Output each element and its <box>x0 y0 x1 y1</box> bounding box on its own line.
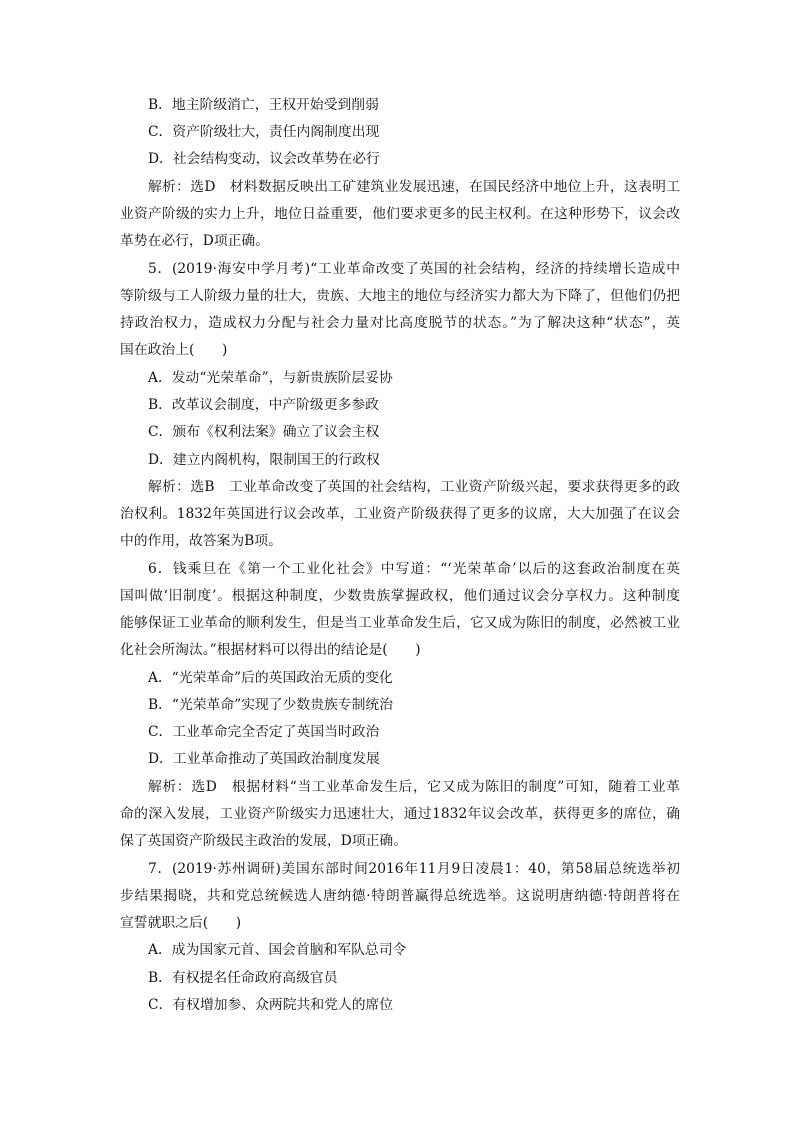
question-stem-line: 6．钱乘旦在《第一个工业化社会》中写道：“‘光荣革命’以后的这套政治制度在英 <box>148 561 680 577</box>
option-line: C．颁布《权利法案》确立了议会主权 <box>148 424 380 440</box>
question-stem-line: 国叫做‘旧制度’。根据这种制度，少数贵族掌握政权，他们通过议会分享权力。这种制度 <box>120 588 680 604</box>
option-line: A．“光荣革命”后的英国政治无质的变化 <box>148 670 393 686</box>
analysis-line: 业资产阶级的实力上升，地位日益重要，他们要求更多的民主权利。在这种形势下，议会改 <box>120 206 680 222</box>
option-line: D．工业革命推动了英国政治制度发展 <box>148 751 380 767</box>
analysis-line: 解析：选D 根据材料“当工业革命发生后，它又成为陈旧的制度”可知，随着工业革 <box>148 779 680 795</box>
question-stem-line: 化社会所淘汰。”根据材料可以得出的结论是( ) <box>120 642 421 658</box>
question-stem-line: 步结果揭晓，共和党总统候选人唐纳德·特朗普赢得总统选举。这说明唐纳德·特朗普将在 <box>120 888 680 904</box>
option-line: D．建立内阁机构，限制国王的行政权 <box>148 452 380 468</box>
option-line: B．地主阶级消亡，王权开始受到削弱 <box>148 97 379 113</box>
option-line: B．“光荣革命”实现了少数贵族专制统治 <box>148 697 393 713</box>
question-stem-line: 能够保证工业革命的顺利发生，但是当工业革命发生后，它又成为陈旧的制度，必然被工业 <box>120 615 680 631</box>
analysis-line: 命的深入发展，工业资产阶级实力迅速壮大，通过1832年议会改革，获得更多的席位，确 <box>120 806 680 822</box>
analysis-line: 解析：选D 材料数据反映出工矿建筑业发展迅速，在国民经济中地位上升，这表明工 <box>148 179 680 195</box>
question-stem-line: 等阶级与工人阶级力量的壮大，贵族、大地主的地位与经济实力都大为下降了，但他们仍把 <box>120 288 680 304</box>
analysis-line: 保了英国资产阶级民主政治的发展，D项正确。 <box>120 833 407 849</box>
analysis-line: 革势在必行，D项正确。 <box>120 233 270 249</box>
question-stem-line: 宣誓就职之后( ) <box>120 915 242 931</box>
option-line: C．资产阶级壮大，责任内阁制度出现 <box>148 124 380 140</box>
option-line: B．有权提名任命政府高级官员 <box>148 970 338 986</box>
analysis-line: 中的作用，故答案为B项。 <box>120 533 282 549</box>
option-line: A．发动“光荣革命”，与新贵族阶层妥协 <box>148 370 393 386</box>
question-stem-line: 持政治权力，造成权力分配与社会力量对比高度脱节的状态。”为了解决这种“状态”，英 <box>120 315 680 331</box>
option-line: D．社会结构变动，议会改革势在必行 <box>148 151 380 167</box>
option-line: C．工业革命完全否定了英国当时政治 <box>148 724 380 740</box>
analysis-line: 治权利。1832年英国进行议会改革，工业资产阶级获得了更多的议席，大大加强了在议会 <box>120 506 680 522</box>
question-stem-line: 国在政治上( ) <box>120 342 228 358</box>
analysis-line: 解析：选B 工业革命改变了英国的社会结构，工业资产阶级兴起，要求获得更多的政 <box>148 479 680 495</box>
option-line: C．有权增加参、众两院共和党人的席位 <box>148 997 394 1013</box>
option-line: B．改革议会制度，中产阶级更多参政 <box>148 397 379 413</box>
question-stem-line: 7．(2019·苏州调研)美国东部时间2016年11月9日凌晨1：40，第58届总统选举初 <box>148 861 680 877</box>
question-stem-line: 5．(2019·海安中学月考)“工业革命改变了英国的社会结构，经济的持续增长造成中 <box>148 261 680 277</box>
option-line: A．成为国家元首、国会首脑和军队总司令 <box>148 942 407 958</box>
